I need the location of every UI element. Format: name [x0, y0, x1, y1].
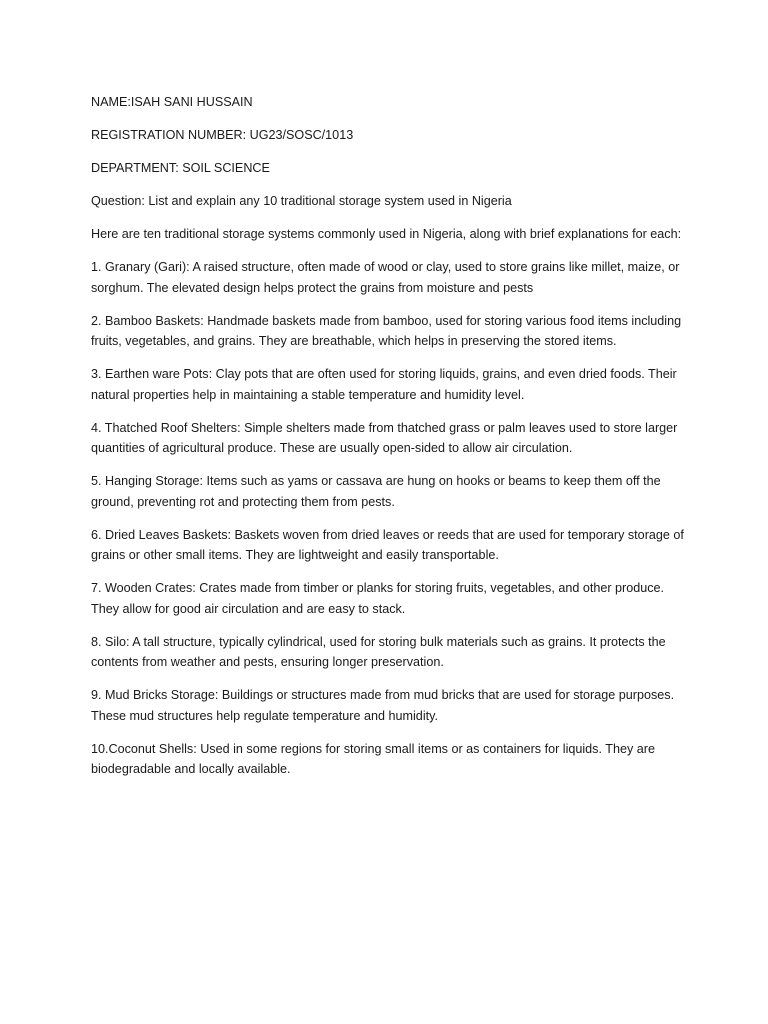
registration-number: REGISTRATION NUMBER: UG23/SOSC/1013 — [91, 128, 354, 142]
list-item-hanging-storage: 5. Hanging Storage: Items such as yams or cassava are hung on hooks or beams to keep them off the ground, preventing rot and protecting them from pests. — [91, 474, 661, 509]
question-text: Question: List and explain any 10 traditional storage system used in Nigeria — [91, 194, 512, 208]
list-item-bamboo-baskets: 2. Bamboo Baskets: Handmade baskets made from bamboo, used for storing various food items including fruits, vegetables, and grains. They are breathable, which helps in preserving the stored items. — [91, 313, 682, 348]
list-item-wooden-crates: 7. Wooden Crates: Crates made from timber or planks for storing fruits, vegetables, and other produce. They allow for good air circulation and are easy to stack. — [91, 581, 665, 616]
document-body — [91, 92, 691, 792]
list-item-coconut-shells: 10.Coconut Shells: Used in some regions for storing small items or as containers for liquids. They are biodegradable and locally available. — [91, 741, 655, 776]
list-item-silo: 8. Silo: A tall structure, typically cylindrical, used for storing bulk materials such as grains. It protects the contents from weather and pests, ensuring longer preservation. — [91, 634, 666, 669]
student-name: NAME:ISAH SANI HUSSAIN — [91, 95, 253, 109]
list-item-dried-leaves-baskets: 6. Dried Leaves Baskets: Baskets woven from dried leaves or reeds that are used for temporary storage of grains or other small items. They are lightweight and easily transportable. — [91, 527, 684, 562]
list-item-earthen-pots: 3. Earthen ware Pots: Clay pots that are often used for storing liquids, grains, and even dried foods. Their natural properties help in maintaining a stable temperature and humidity level. — [91, 367, 677, 402]
intro-paragraph: Here are ten traditional storage systems commonly used in Nigeria, along with brief explanations for each: — [91, 227, 682, 241]
list-item-mud-bricks: 9. Mud Bricks Storage: Buildings or structures made from mud bricks that are used for storage purposes. These mud structures help regulate temperature and humidity. — [91, 688, 675, 723]
department: DEPARTMENT: SOIL SCIENCE — [91, 161, 270, 175]
list-item-granary: 1. Granary (Gari): A raised structure, often made of wood or clay, used to store grains like millet, maize, or sorghum. The elevated design helps protect the grains from moisture and pests — [91, 260, 680, 295]
list-item-thatched-shelters: 4. Thatched Roof Shelters: Simple shelters made from thatched grass or palm leaves used to store larger quantities of agricultural produce. These are usually open-sided to allow air circulation. — [91, 420, 678, 455]
